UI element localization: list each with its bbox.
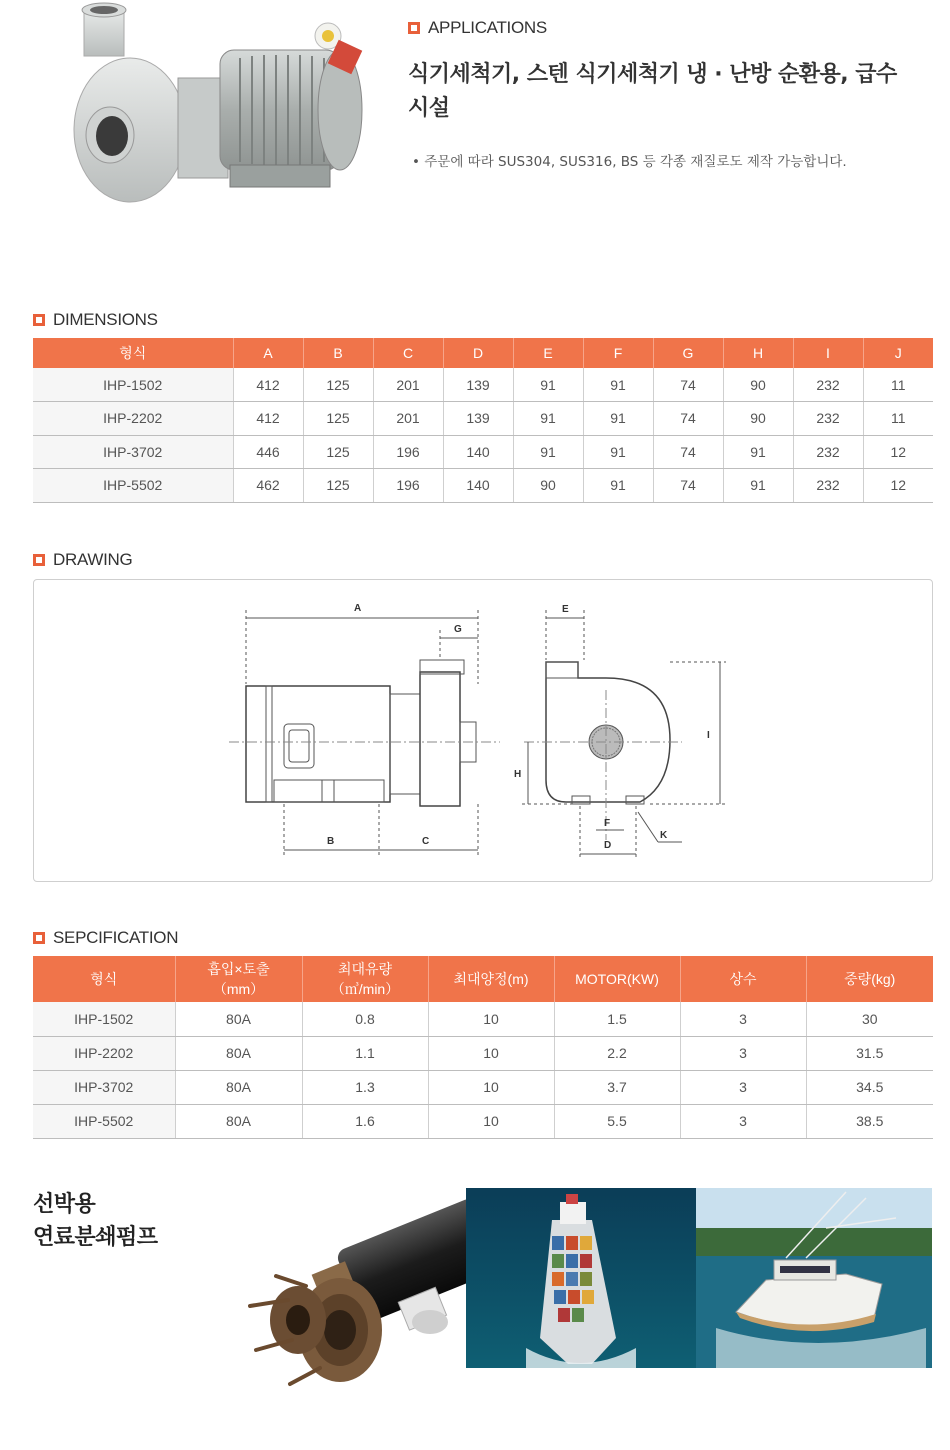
header-cell: 형식 <box>33 338 233 368</box>
table-cell: 91 <box>513 435 583 469</box>
table-cell: 196 <box>373 469 443 503</box>
table-cell: 139 <box>443 368 513 402</box>
table-cell: 90 <box>723 402 793 436</box>
header-cell: I <box>793 338 863 368</box>
table-cell: 74 <box>653 368 723 402</box>
applications-heading-line2: 시설 <box>408 96 450 121</box>
table-header-row <box>33 956 933 1002</box>
specification-label: SEPCIFICATION <box>53 928 179 947</box>
table-cell: IHP-5502 <box>33 1104 175 1138</box>
marine-title-line2: 연료분쇄펌프 <box>33 1225 158 1250</box>
header-cell: E <box>513 338 583 368</box>
applications-section-title <box>408 18 547 38</box>
table-cell: 196 <box>373 435 443 469</box>
table-cell: 91 <box>583 435 653 469</box>
table-header-row <box>33 338 933 368</box>
table-cell: IHP-3702 <box>33 1070 175 1104</box>
table-cell: 34.5 <box>806 1070 933 1104</box>
header-cell: A <box>233 338 303 368</box>
table-row <box>33 435 933 469</box>
dim-label-f: F <box>604 818 611 829</box>
drawing-label: DRAWING <box>53 550 133 569</box>
table-cell: 10 <box>428 1036 554 1070</box>
table-cell: 74 <box>653 469 723 503</box>
table-cell: 3 <box>680 1070 806 1104</box>
table-cell: 232 <box>793 469 863 503</box>
section-bullet-icon <box>33 932 45 944</box>
table-cell: 80A <box>175 1070 302 1104</box>
dim-label-d: D <box>604 840 612 851</box>
table-cell: 11 <box>863 402 933 436</box>
table-cell: 38.5 <box>806 1104 933 1138</box>
dim-label-i: I <box>707 730 710 741</box>
dim-label-h: H <box>514 769 522 780</box>
header-cell: 최대유량 （㎥/min） <box>302 956 428 1002</box>
table-cell: 91 <box>583 402 653 436</box>
table-cell: 125 <box>303 368 373 402</box>
table-cell: 3 <box>680 1036 806 1070</box>
specification-table <box>33 956 933 1139</box>
dim-label-e: E <box>562 604 569 615</box>
header-cell: J <box>863 338 933 368</box>
table-cell: 74 <box>653 435 723 469</box>
table-cell: 3.7 <box>554 1070 680 1104</box>
technical-drawing-panel <box>33 579 933 882</box>
table-cell: 80A <box>175 1002 302 1036</box>
table-cell: 90 <box>513 469 583 503</box>
table-row <box>33 1070 933 1104</box>
table-cell: IHP-2202 <box>33 402 233 436</box>
header-cell: D <box>443 338 513 368</box>
table-cell: 10 <box>428 1070 554 1104</box>
table-cell: 30 <box>806 1002 933 1036</box>
applications-note: • 주문에 따라 SUS304, SUS316, BS 등 각종 재질로도 제작 가능합니다. <box>412 154 847 170</box>
table-cell: IHP-2202 <box>33 1036 175 1070</box>
table-cell: 140 <box>443 469 513 503</box>
table-row <box>33 1104 933 1138</box>
table-cell: 3 <box>680 1104 806 1138</box>
table-cell: IHP-3702 <box>33 435 233 469</box>
container-ship-image <box>466 1188 696 1368</box>
marine-section-title <box>33 1188 158 1254</box>
marine-title-line1: 선박용 <box>33 1192 96 1217</box>
header-cell: C <box>373 338 443 368</box>
header-cell: H <box>723 338 793 368</box>
table-cell: 10 <box>428 1104 554 1138</box>
header-cell: 최대양정(m) <box>428 956 554 1002</box>
table-cell: 1.1 <box>302 1036 428 1070</box>
table-cell: IHP-5502 <box>33 469 233 503</box>
table-cell: 91 <box>583 469 653 503</box>
table-cell: 232 <box>793 435 863 469</box>
pump-product-image <box>70 0 380 215</box>
table-cell: 201 <box>373 368 443 402</box>
table-cell: 1.3 <box>302 1070 428 1104</box>
dimensions-section-title <box>33 310 158 330</box>
table-cell: 140 <box>443 435 513 469</box>
table-cell: 412 <box>233 368 303 402</box>
table-cell: IHP-1502 <box>33 368 233 402</box>
technical-drawing <box>34 580 934 883</box>
table-cell: 80A <box>175 1036 302 1070</box>
dim-label-g: G <box>454 624 462 635</box>
header-cell: 형식 <box>33 956 175 1002</box>
table-cell: 5.5 <box>554 1104 680 1138</box>
table-cell: 74 <box>653 402 723 436</box>
dimensions-table <box>33 338 933 503</box>
table-cell: IHP-1502 <box>33 1002 175 1036</box>
table-cell: 91 <box>723 435 793 469</box>
table-cell: 90 <box>723 368 793 402</box>
table-cell: 125 <box>303 435 373 469</box>
table-cell: 462 <box>233 469 303 503</box>
applications-heading-line1: 식기세척기, 스텐 식기세척기 냉 · 난방 순환용, 급수 <box>408 62 897 87</box>
table-row <box>33 469 933 503</box>
dimensions-label: DIMENSIONS <box>53 310 158 329</box>
dim-label-a: A <box>354 603 362 614</box>
table-cell: 91 <box>513 402 583 436</box>
table-cell: 232 <box>793 402 863 436</box>
section-bullet-icon <box>408 22 420 34</box>
table-cell: 446 <box>233 435 303 469</box>
table-cell: 125 <box>303 402 373 436</box>
table-cell: 80A <box>175 1104 302 1138</box>
header-cell: 흡입×토출 （mm） <box>175 956 302 1002</box>
table-cell: 2.2 <box>554 1036 680 1070</box>
table-cell: 11 <box>863 368 933 402</box>
table-cell: 91 <box>583 368 653 402</box>
table-cell: 10 <box>428 1002 554 1036</box>
header-cell: MOTOR(KW) <box>554 956 680 1002</box>
table-cell: 125 <box>303 469 373 503</box>
header-cell: 중량(kg) <box>806 956 933 1002</box>
section-bullet-icon <box>33 554 45 566</box>
header-cell: F <box>583 338 653 368</box>
table-cell: 31.5 <box>806 1036 933 1070</box>
table-cell: 412 <box>233 402 303 436</box>
applications-heading <box>408 58 938 126</box>
table-cell: 91 <box>513 368 583 402</box>
applications-label: APPLICATIONS <box>428 18 547 37</box>
table-cell: 139 <box>443 402 513 436</box>
header-cell: 상수 <box>680 956 806 1002</box>
table-cell: 1.6 <box>302 1104 428 1138</box>
fishing-boat-image <box>696 1188 932 1368</box>
table-cell: 201 <box>373 402 443 436</box>
table-row <box>33 1036 933 1070</box>
dim-label-b: B <box>327 836 335 847</box>
section-bullet-icon <box>33 314 45 326</box>
table-cell: 0.8 <box>302 1002 428 1036</box>
drawing-section-title <box>33 550 132 570</box>
table-row <box>33 402 933 436</box>
table-row <box>33 368 933 402</box>
table-cell: 232 <box>793 368 863 402</box>
dim-label-c: C <box>422 836 430 847</box>
header-cell: B <box>303 338 373 368</box>
table-cell: 3 <box>680 1002 806 1036</box>
table-cell: 91 <box>723 469 793 503</box>
table-cell: 12 <box>863 469 933 503</box>
dim-label-k: K <box>660 830 668 841</box>
table-cell: 1.5 <box>554 1002 680 1036</box>
specification-section-title <box>33 928 178 948</box>
table-cell: 12 <box>863 435 933 469</box>
table-row <box>33 1002 933 1036</box>
header-cell: G <box>653 338 723 368</box>
